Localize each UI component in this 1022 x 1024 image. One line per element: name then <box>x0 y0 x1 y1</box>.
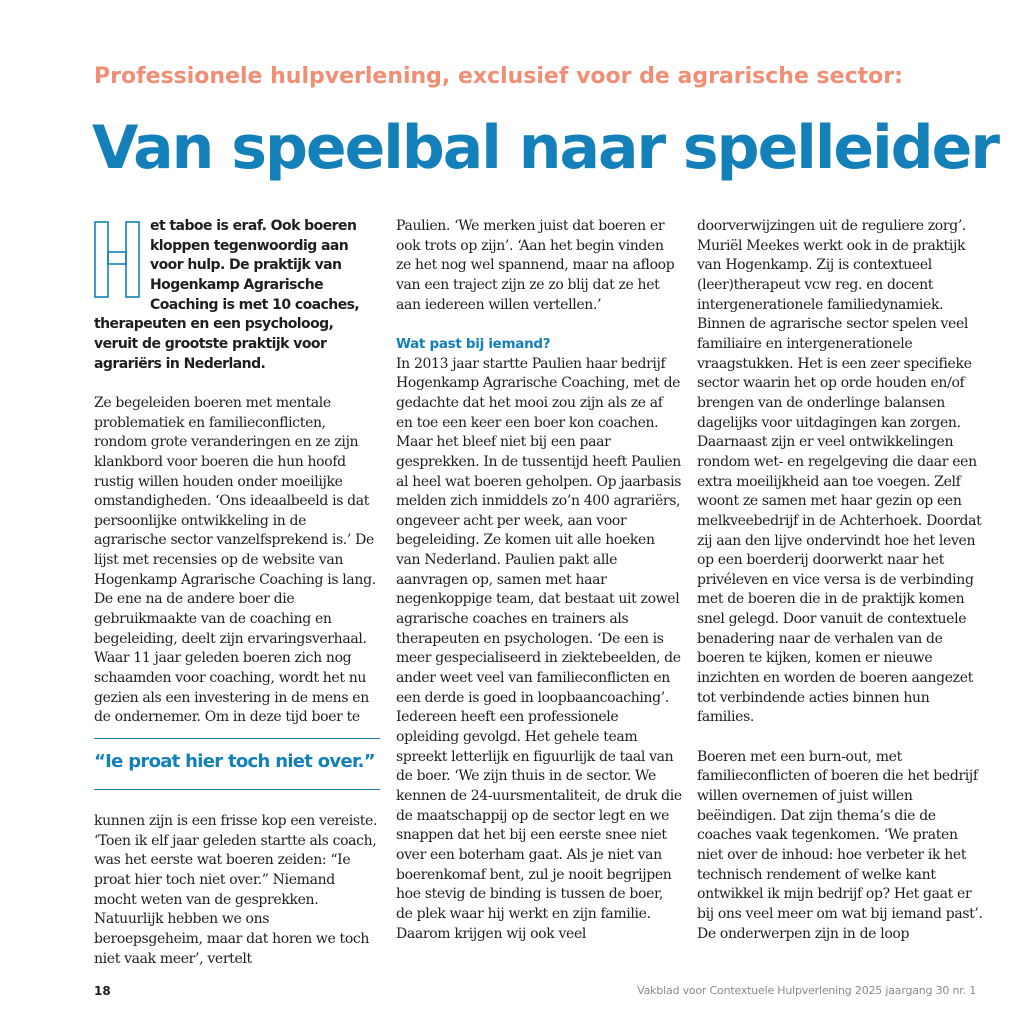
article-column-2 <box>396 217 682 944</box>
body-paragraph: Paulien. ‘We merken juist dat boeren er ook trots op zijn’. ‘Aan het begin vinden ze het nog wel spannend, maar na afloop van een traject zijn ze zo blij dat ze het aan iedereen willen vertellen.’ <box>396 218 675 313</box>
body-paragraph: Boeren met een burn-out, met familieconflicten of boeren die het bedrijf willen overnemen of juist willen beëindigen. Dat zijn thema’s die de coaches vaak tegenkomen. ‘We praten niet over de inhoud: hoe verbeter ik het technisch rendement of welke kant ontwikkel ik mijn bedrijf op? Het gaat er bij ons veel meer om wat bij iemand past’. De onderwerpen zijn in de loop <box>697 748 983 942</box>
article-kicker: Professionele hulpverlening, exclusief voor de agrarische sector: <box>94 64 903 89</box>
drop-cap <box>94 221 140 298</box>
article-column-3 <box>697 217 983 944</box>
body-paragraph: In 2013 jaar startte Paulien haar bedrijf Hogenkamp Agrarische Coaching, met de gedachte dat het mooi zou zijn als ze af en toe een keer een boer kon coachen. Maar het bleef niet bij een paar gesprekken. In de tussentijd heeft Paulien al heel wat boeren geholpen. Op jaarbasis melden zich inmiddels zo’n 400 agrariërs, ongeveer acht per week, aan voor begeleiding. Ze komen uit alle hoeken van Nederland. Paulien pakt alle aanvragen op, samen met haar negenkoppige team, dat bestaat uit zowel agrarische coaches en trainers als therapeuten en psychologen. ‘De een is meer gespecialiseerd in ziektebeelden, de ander weet veel van familieconflicten en een derde is goed in loopbaancoaching’. Iedereen heeft een professionele opleiding gevolgd. Het gehele team spreekt letterlijk en figuurlijk de taal van de boer. ‘We zijn thuis in de sector. We kennen de 24-uursmentaliteit, de druk die de maatschappij op de sector legt en we snappen dat het bij een eerste snee niet over een boterham gaat. Als je niet van boerenkomaf bent, zul je nooit begrijpen hoe stevig de binding is tussen de boer, de plek waar hij werkt en zijn familie. Daarom krijgen wij ook veel <box>396 355 682 942</box>
intro-paragraph: et taboe is eraf. Ook boeren kloppen tegenwoordig aan voor hulp. De praktijk van Hogenkamp Agrarische Coaching is met 10 coaches, therapeuten en een psycholoog, veruit de grootste praktijk voor agrariërs in Nederland. <box>94 218 360 372</box>
body-paragraph: kunnen zijn is een frisse kop een vereiste. ‘Toen ik elf jaar geleden startte als coach, was het eerste wat boeren zeiden: “Ie proat hier toch niet over.” Niemand mocht weten van de gesprekken. Natuurlijk hebben we ons beroepsgeheim, maar dat horen we toch niet vaak meer’, vertelt <box>94 813 378 967</box>
publication-footer: Vakblad voor Contextuele Hulpverlening 2025 jaargang 30 nr. 1 <box>637 984 976 997</box>
body-paragraph: doorverwijzingen uit de reguliere zorg’. Muriël Meekes werkt ook in de praktijk van Hogenkamp. Zij is contextueel (leer)therapeut vcw reg. en docent intergenerationele familiedynamiek. Binnen de agrarische sector spelen veel familiaire en intergenerationele vraagstukken. Het is een zeer specifieke sector waarin het op orde houden en/of brengen van de onderlinge balansen dagelijks voor uitdagingen kan zorgen. Daarnaast zijn er veel ontwikkelingen rondom wet- en regelgeving die daar een extra moeilijkheid aan toe voegen. Zelf woont ze samen met haar gezin op een melkveebedrijf in de Achterhoek. Doordat zij aan den lijve ondervindt hoe het leven op een boerderij doorwerkt naar het privéleven en vice versa is de verbinding met de boeren die in de praktijk komen snel gelegd. Door vanuit de contextuele benadering naar de verhalen van de boeren te kijken, komen er nieuwe inzichten en worden de boeren aangezet tot verbindende acties binnen hun families. <box>697 218 982 726</box>
page-number: 18 <box>94 984 111 998</box>
article-headline: Van speelbal naar spelleider <box>92 113 998 183</box>
pull-quote: “Ie proat hier toch niet over.” <box>94 738 380 790</box>
body-paragraph: Ze begeleiden boeren met mentale problematiek en familieconflicten, rondom grote veranderingen en ze zijn klankbord voor boeren die hun hoofd rustig willen houden onder moeilijke omstandigheden. ‘Ons ideaalbeeld is dat persoonlijke ontwikkeling in de agrarische sector vanzelfsprekend is.’ De lijst met recensies op de website van Hogenkamp Agrarische Coaching is lang. De ene na de andere boer die gebruikmaakte van de coaching en begeleiding, deelt zijn ervaringsverhaal. Waar 11 jaar geleden boeren zich nog schaamden voor coaching, wordt het nu gezien als een investering in de mens en de ondernemer. Om in deze tijd boer te <box>94 394 376 726</box>
section-subheading: Wat past bij iemand? <box>396 335 551 352</box>
article-column-1 <box>94 217 380 969</box>
